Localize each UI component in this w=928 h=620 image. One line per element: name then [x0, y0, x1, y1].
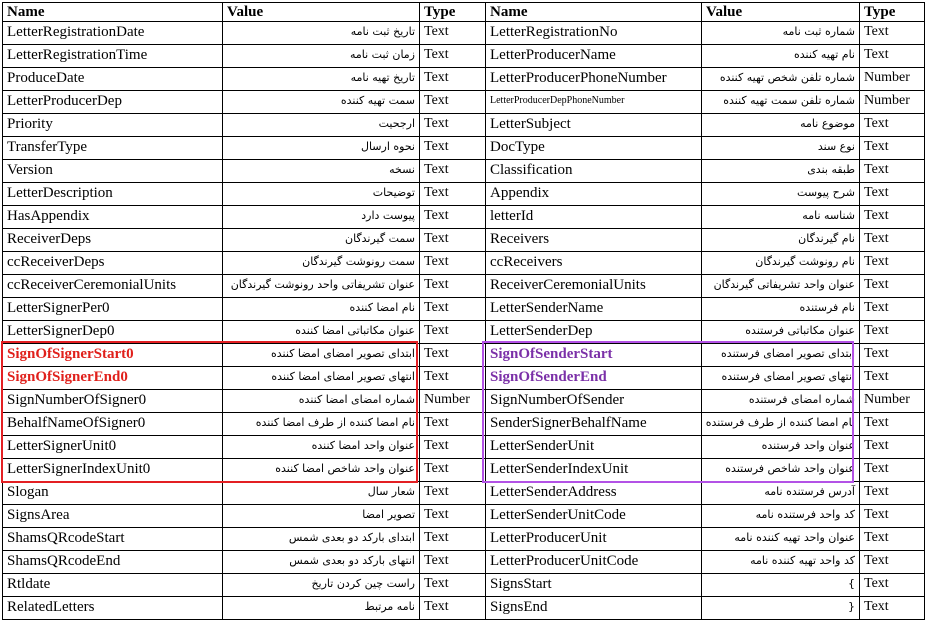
field-value-left: سمت تهیه کننده	[223, 91, 420, 114]
field-type-left: Text	[420, 91, 486, 114]
field-value-right: عنوان واحد تشریفاتی گیرندگان	[702, 275, 860, 298]
field-type-left: Text	[420, 574, 486, 597]
field-name-right: LetterProducerDepPhoneNumber	[486, 91, 702, 114]
field-name-left: Version	[3, 160, 223, 183]
field-value-right: شماره تلفن سمت تهیه کننده	[702, 91, 860, 114]
header-name-right: Name	[486, 3, 702, 22]
field-value-left: نحوه ارسال	[223, 137, 420, 160]
field-name-left: SignOfSignerEnd0	[3, 367, 223, 390]
field-name-left: LetterSignerUnit0	[3, 436, 223, 459]
field-name-left: BehalfNameOfSigner0	[3, 413, 223, 436]
field-name-right: LetterProducerUnitCode	[486, 551, 702, 574]
field-value-left: انتهای بارکد دو بعدی شمس	[223, 551, 420, 574]
table-row	[3, 505, 925, 528]
field-type-right: Text	[860, 252, 925, 275]
field-value-right: کد واحد فرستنده نامه	[702, 505, 860, 528]
field-type-left: Text	[420, 114, 486, 137]
field-type-left: Text	[420, 344, 486, 367]
field-value-left: نامه مرتبط	[223, 597, 420, 620]
field-value-left: شعار سال	[223, 482, 420, 505]
field-name-left: LetterRegistrationDate	[3, 22, 223, 45]
field-type-right: Text	[860, 367, 925, 390]
field-type-left: Text	[420, 22, 486, 45]
table-row	[3, 252, 925, 275]
field-type-right: Text	[860, 45, 925, 68]
field-name-left: ShamsQRcodeEnd	[3, 551, 223, 574]
field-name-right: LetterSenderName	[486, 298, 702, 321]
field-value-left: عنوان مکاتباتی امضا کننده	[223, 321, 420, 344]
field-name-left: LetterProducerDep	[3, 91, 223, 114]
field-type-left: Text	[420, 505, 486, 528]
field-type-right: Text	[860, 183, 925, 206]
field-type-right: Number	[860, 91, 925, 114]
field-name-right: Receivers	[486, 229, 702, 252]
table-row	[3, 22, 925, 45]
field-name-left: ShamsQRcodeStart	[3, 528, 223, 551]
field-type-right: Text	[860, 206, 925, 229]
field-type-right: Text	[860, 528, 925, 551]
field-name-left: LetterSignerIndexUnit0	[3, 459, 223, 482]
field-value-right: کد واحد تهیه کننده نامه	[702, 551, 860, 574]
field-value-right: نام تهیه کننده	[702, 45, 860, 68]
field-type-right: Text	[860, 298, 925, 321]
field-value-left: انتهای تصویر امضای امضا کننده	[223, 367, 420, 390]
header-type-right: Type	[860, 3, 925, 22]
field-name-left: LetterRegistrationTime	[3, 45, 223, 68]
field-mapping-table	[2, 2, 925, 620]
field-value-left: ارجحیت	[223, 114, 420, 137]
field-type-left: Text	[420, 183, 486, 206]
field-name-left: ccReceiverDeps	[3, 252, 223, 275]
field-value-left: پیوست دارد	[223, 206, 420, 229]
field-type-right: Text	[860, 436, 925, 459]
field-value-right: نام گیرندگان	[702, 229, 860, 252]
field-type-left: Text	[420, 298, 486, 321]
table-row	[3, 321, 925, 344]
field-value-left: سمت رونوشت گیرندگان	[223, 252, 420, 275]
table-row	[3, 367, 925, 390]
field-name-right: SenderSignerBehalfName	[486, 413, 702, 436]
field-type-right: Text	[860, 597, 925, 620]
field-name-right: SignsStart	[486, 574, 702, 597]
table-row	[3, 459, 925, 482]
field-name-right: SignsEnd	[486, 597, 702, 620]
field-value-left: توضیحات	[223, 183, 420, 206]
field-value-left: شماره امضای امضا کننده	[223, 390, 420, 413]
field-value-right: ابتدای تصویر امضای فرستنده	[702, 344, 860, 367]
field-name-right: LetterSubject	[486, 114, 702, 137]
field-value-left: زمان ثبت نامه	[223, 45, 420, 68]
field-name-right: Classification	[486, 160, 702, 183]
field-name-left: ReceiverDeps	[3, 229, 223, 252]
table-row	[3, 574, 925, 597]
header-value-left: Value	[223, 3, 420, 22]
field-name-left: RelatedLetters	[3, 597, 223, 620]
field-value-right: نوع سند	[702, 137, 860, 160]
field-value-left: عنوان تشریفاتی واحد رونوشت گیرندگان	[223, 275, 420, 298]
header-row	[3, 3, 925, 22]
field-type-left: Text	[420, 68, 486, 91]
field-type-left: Text	[420, 275, 486, 298]
field-type-right: Text	[860, 275, 925, 298]
field-type-right: Text	[860, 137, 925, 160]
table-row	[3, 229, 925, 252]
field-type-right: Text	[860, 551, 925, 574]
field-type-left: Number	[420, 390, 486, 413]
field-name-left: Priority	[3, 114, 223, 137]
field-value-left: نام امضا کننده	[223, 298, 420, 321]
field-value-right: شماره تلفن شخص تهیه کننده	[702, 68, 860, 91]
field-type-left: Text	[420, 206, 486, 229]
field-value-right: آدرس فرستنده نامه	[702, 482, 860, 505]
field-type-left: Text	[420, 321, 486, 344]
field-name-right: LetterSenderIndexUnit	[486, 459, 702, 482]
table-row	[3, 551, 925, 574]
field-value-right: {	[702, 597, 860, 620]
field-name-right: LetterSenderDep	[486, 321, 702, 344]
field-type-left: Text	[420, 459, 486, 482]
table-row	[3, 206, 925, 229]
field-name-right: SignOfSenderEnd	[486, 367, 702, 390]
table-row	[3, 68, 925, 91]
field-value-right: طبقه بندی	[702, 160, 860, 183]
field-name-left: LetterSignerDep0	[3, 321, 223, 344]
field-name-left: SignOfSignerStart0	[3, 344, 223, 367]
field-type-right: Number	[860, 68, 925, 91]
field-name-left: TransferType	[3, 137, 223, 160]
field-value-right: شماره امضای فرستنده	[702, 390, 860, 413]
field-value-left: راست چین کردن تاریخ	[223, 574, 420, 597]
field-value-right: نام امضا کننده از طرف فرستنده	[702, 413, 860, 436]
field-type-left: Text	[420, 413, 486, 436]
field-type-right: Text	[860, 160, 925, 183]
field-type-right: Number	[860, 390, 925, 413]
field-name-right: LetterProducerPhoneNumber	[486, 68, 702, 91]
field-name-right: SignNumberOfSender	[486, 390, 702, 413]
field-name-left: ccReceiverCeremonialUnits	[3, 275, 223, 298]
table-row	[3, 390, 925, 413]
header-name-left: Name	[3, 3, 223, 22]
field-name-right: LetterSenderUnitCode	[486, 505, 702, 528]
field-name-left: LetterDescription	[3, 183, 223, 206]
field-name-right: LetterRegistrationNo	[486, 22, 702, 45]
field-name-right: ReceiverCeremonialUnits	[486, 275, 702, 298]
field-value-left: ابتدای بارکد دو بعدی شمس	[223, 528, 420, 551]
table-row	[3, 114, 925, 137]
field-type-right: Text	[860, 229, 925, 252]
table-row	[3, 482, 925, 505]
table-row	[3, 160, 925, 183]
field-type-left: Text	[420, 367, 486, 390]
field-name-right: LetterProducerUnit	[486, 528, 702, 551]
field-value-left: نسخه	[223, 160, 420, 183]
field-name-left: SignsArea	[3, 505, 223, 528]
field-name-right: LetterProducerName	[486, 45, 702, 68]
field-value-right: نام رونوشت گیرندگان	[702, 252, 860, 275]
field-name-right: Appendix	[486, 183, 702, 206]
field-name-right: DocType	[486, 137, 702, 160]
field-type-right: Text	[860, 459, 925, 482]
table-row	[3, 275, 925, 298]
field-type-left: Text	[420, 252, 486, 275]
field-value-left: ابتدای تصویر امضای امضا کننده	[223, 344, 420, 367]
field-value-left: عنوان واحد امضا کننده	[223, 436, 420, 459]
field-name-left: Slogan	[3, 482, 223, 505]
table-row	[3, 45, 925, 68]
field-name-left: LetterSignerPer0	[3, 298, 223, 321]
field-value-right: شناسه نامه	[702, 206, 860, 229]
field-type-right: Text	[860, 22, 925, 45]
field-value-right: عنوان مکاتباتی فرستنده	[702, 321, 860, 344]
table-row	[3, 597, 925, 620]
table-row	[3, 344, 925, 367]
field-type-left: Text	[420, 45, 486, 68]
table-row	[3, 528, 925, 551]
field-type-left: Text	[420, 229, 486, 252]
field-value-right: شماره ثبت نامه	[702, 22, 860, 45]
field-type-right: Text	[860, 413, 925, 436]
field-name-right: LetterSenderAddress	[486, 482, 702, 505]
field-type-left: Text	[420, 160, 486, 183]
field-value-right: موضوع نامه	[702, 114, 860, 137]
field-name-right: ccReceivers	[486, 252, 702, 275]
field-type-right: Text	[860, 505, 925, 528]
field-value-left: عنوان واحد شاخص امضا کننده	[223, 459, 420, 482]
table-row	[3, 436, 925, 459]
field-value-right: عنوان واحد تهیه کننده نامه	[702, 528, 860, 551]
field-value-left: تصویر امضا	[223, 505, 420, 528]
field-name-left: ProduceDate	[3, 68, 223, 91]
field-value-left: نام امضا کننده از طرف امضا کننده	[223, 413, 420, 436]
field-value-left: تاریخ ثبت نامه	[223, 22, 420, 45]
field-value-left: تاریخ تهیه نامه	[223, 68, 420, 91]
field-type-left: Text	[420, 436, 486, 459]
field-type-left: Text	[420, 597, 486, 620]
header-type-left: Type	[420, 3, 486, 22]
field-type-right: Text	[860, 321, 925, 344]
field-type-right: Text	[860, 482, 925, 505]
field-value-left: سمت گیرندگان	[223, 229, 420, 252]
table-row	[3, 183, 925, 206]
field-type-left: Text	[420, 137, 486, 160]
field-value-right: انتهای تصویر امضای فرستنده	[702, 367, 860, 390]
field-value-right: عنوان واحد فرستنده	[702, 436, 860, 459]
field-value-right: }	[702, 574, 860, 597]
table-row	[3, 91, 925, 114]
table-row	[3, 413, 925, 436]
field-type-left: Text	[420, 482, 486, 505]
field-value-right: شرح پیوست	[702, 183, 860, 206]
field-name-left: HasAppendix	[3, 206, 223, 229]
field-type-right: Text	[860, 114, 925, 137]
field-name-right: LetterSenderUnit	[486, 436, 702, 459]
field-name-right: SignOfSenderStart	[486, 344, 702, 367]
field-type-right: Text	[860, 574, 925, 597]
table-row	[3, 137, 925, 160]
field-type-left: Text	[420, 528, 486, 551]
header-value-right: Value	[702, 3, 860, 22]
field-name-right: letterId	[486, 206, 702, 229]
field-type-left: Text	[420, 551, 486, 574]
field-name-left: Rtldate	[3, 574, 223, 597]
table-row	[3, 298, 925, 321]
field-name-left: SignNumberOfSigner0	[3, 390, 223, 413]
field-value-right: نام فرستنده	[702, 298, 860, 321]
field-type-right: Text	[860, 344, 925, 367]
field-value-right: عنوان واحد شاخص فرستنده	[702, 459, 860, 482]
